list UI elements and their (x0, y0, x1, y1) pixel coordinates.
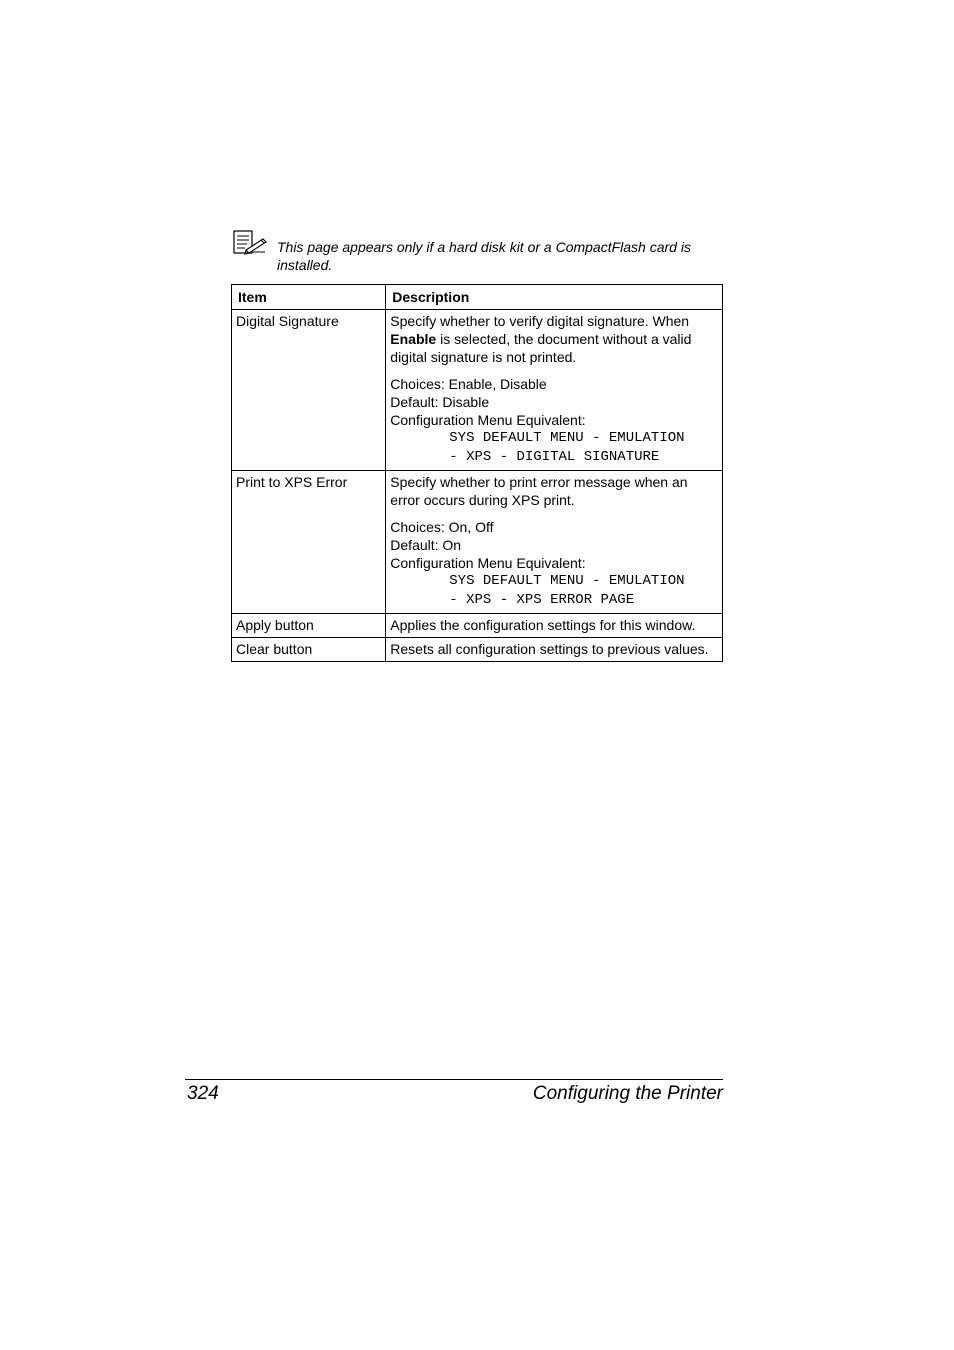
choices-text: Choices: On, Off (390, 519, 494, 535)
default-text: Default: On (390, 537, 462, 553)
description-text (390, 312, 718, 366)
default-text: Default: Disable (390, 394, 490, 410)
page-number: 324 (187, 1083, 219, 1104)
description-text-part: Specify whether to verify digital signature. When (390, 313, 690, 329)
item-cell: Apply button (232, 614, 386, 638)
config-label: Configuration Menu Equivalent: (390, 555, 586, 571)
description-bold-term: Enable (390, 331, 437, 347)
item-cell: Digital Signature (232, 310, 386, 471)
table-row (232, 614, 723, 638)
table-header-row (232, 285, 723, 310)
table-row (232, 310, 723, 471)
footer-divider (185, 1079, 723, 1080)
note-callout (232, 230, 724, 276)
item-cell: Print to XPS Error (232, 471, 386, 614)
settings-table (231, 284, 723, 662)
column-header-item: Item (232, 285, 386, 310)
config-menu-path-line: SYS DEFAULT MENU - EMULATION (449, 573, 685, 589)
settings-block (390, 518, 718, 610)
table-row (232, 471, 723, 614)
chapter-title: Configuring the Printer (532, 1083, 723, 1104)
table-row (232, 638, 723, 662)
note-pencil-icon (232, 230, 268, 256)
choices-text: Choices: Enable, Disable (390, 376, 547, 392)
description-cell (386, 310, 723, 471)
item-cell: Clear button (232, 638, 386, 662)
description-text: Specify whether to print error message when an error occurs during XPS print. (390, 474, 688, 508)
config-menu-path-line: SYS DEFAULT MENU - EMULATION (449, 430, 685, 446)
config-menu-path-line: - XPS - XPS ERROR PAGE (449, 592, 635, 608)
description-text-part: is selected, the document without a valid digital signature is not printed. (390, 331, 692, 365)
config-menu-path-line: - XPS - DIGITAL SIGNATURE (449, 449, 660, 465)
description-cell: Resets all configuration settings to previous values. (386, 638, 723, 662)
description-cell: Applies the configuration settings for this window. (386, 614, 723, 638)
column-header-description: Description (386, 285, 723, 310)
config-label: Configuration Menu Equivalent: (390, 412, 586, 428)
note-text: This page appears only if a hard disk kit or a CompactFlash card is installed. (277, 239, 691, 273)
description-cell (386, 471, 723, 614)
settings-block (390, 375, 718, 467)
